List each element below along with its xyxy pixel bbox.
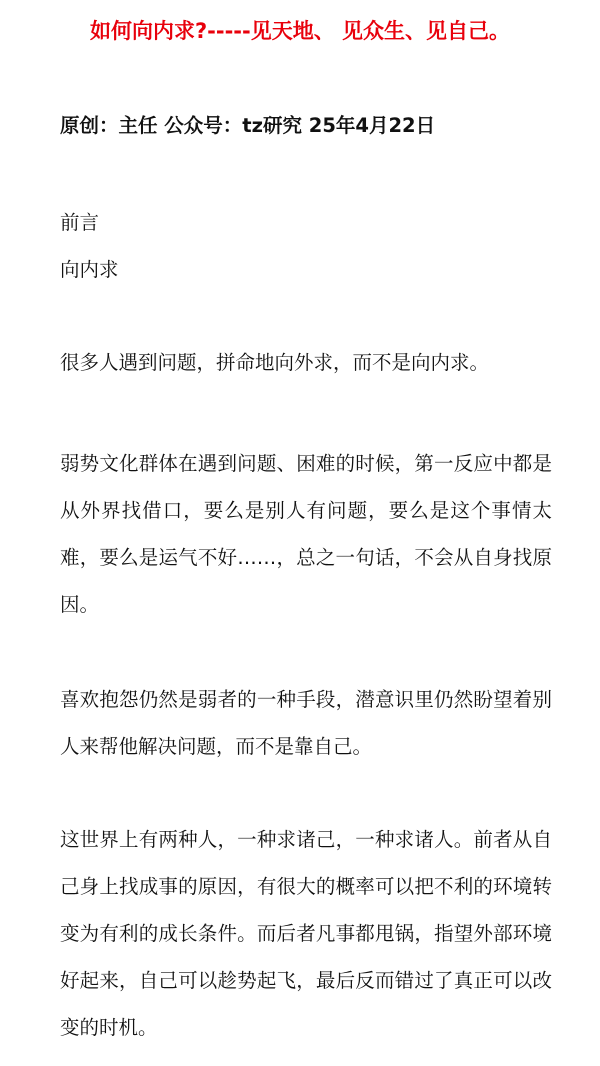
section-heading-preface: 前言 xyxy=(60,211,100,234)
section-heading-inward: 向内求 xyxy=(60,258,119,281)
article-byline: 原创：主任 公众号：tz研究 25年4月22日 xyxy=(60,114,436,137)
paragraph-4: 这世界上有两种人，一种求诸己，一种求诸人。前者从自己身上找成事的原因，有很大的概率可以把不利的环境转变为有利的成长条件。而后者凡事都甩锅，指望外部环境好起来，自己可以趁势起飞，最后反而错过了真正可以改变的时机。 xyxy=(60,828,552,1039)
paragraph-1: 很多人遇到问题，拼命地向外求，而不是向内求。 xyxy=(60,351,490,374)
paragraph-2: 弱势文化群体在遇到问题、困难的时候，第一反应中都是从外界找借口，要么是别人有问题，要么是这个事情太难，要么是运气不好……，总之一句话，不会从自身找原因。 xyxy=(60,452,552,616)
paragraph-3: 喜欢抱怨仍然是弱者的一种手段，潜意识里仍然盼望着别人来帮他解决问题，而不是靠自己。 xyxy=(60,688,552,758)
article-title: 如何向内求?-----见天地、 见众生、见自己。 xyxy=(89,19,511,43)
